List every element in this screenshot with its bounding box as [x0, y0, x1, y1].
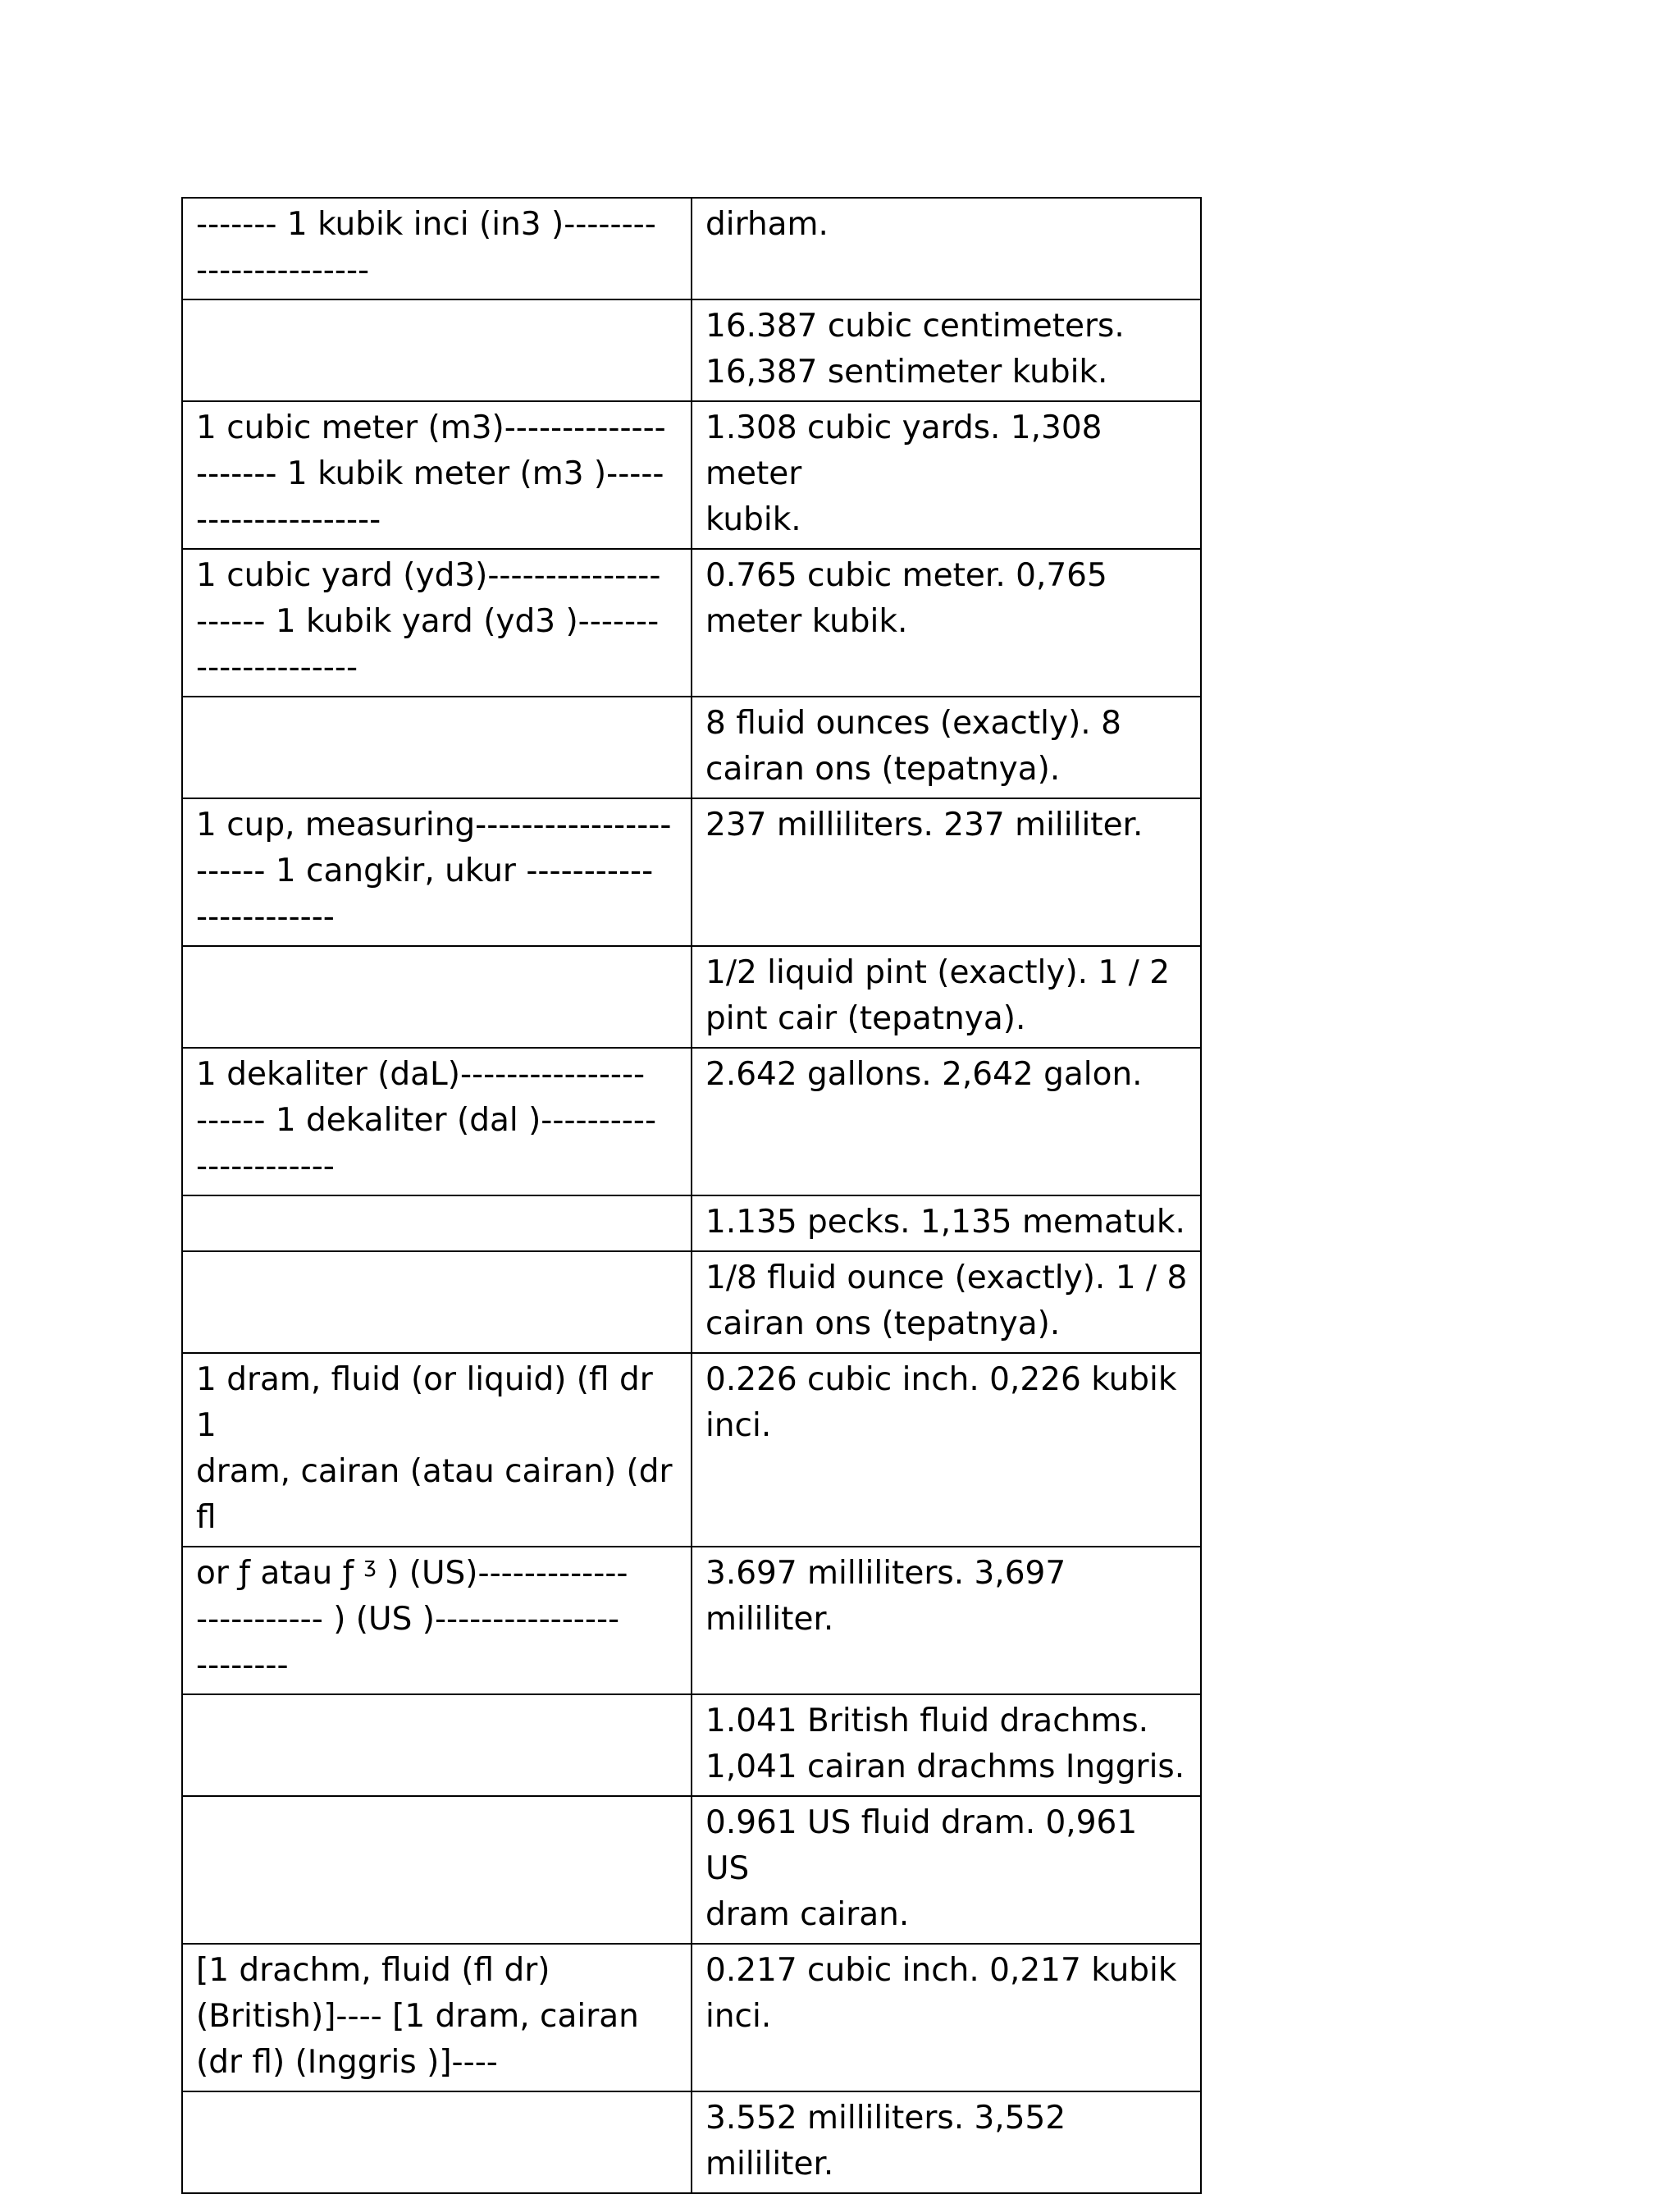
table-cell-right: 1.308 cubic yards. 1,308 meter kubik.	[692, 401, 1201, 549]
table-row	[182, 798, 1201, 946]
table-cell-left	[182, 697, 692, 798]
table-row	[182, 946, 1201, 1048]
table-cell-left	[182, 946, 692, 1048]
table-row	[182, 1694, 1201, 1796]
table-row	[182, 1195, 1201, 1251]
table-row	[182, 1796, 1201, 1944]
table-cell-right: 1/2 liquid pint (exactly). 1 / 2 pint cair (tepatnya).	[692, 946, 1201, 1048]
table-cell-right: 16.387 cubic centimeters. 16,387 sentimeter kubik.	[692, 299, 1201, 401]
table-row	[182, 1944, 1201, 2091]
table-row	[182, 1048, 1201, 1195]
table-row	[182, 549, 1201, 697]
table-cell-right: 0.226 cubic inch. 0,226 kubik inci.	[692, 1353, 1201, 1547]
fluid-dram-text-start: or ƒ atau ƒ	[196, 1555, 364, 1592]
table-cell-right: dirham.	[692, 198, 1201, 299]
table-cell-left: 1 cup, measuring----------------- ------ 1 cangkir, ukur ----------- ------------	[182, 798, 692, 946]
table-cell-left	[182, 1195, 692, 1251]
table-cell-left: ------- 1 kubik inci (in3 )-------- ---------------	[182, 198, 692, 299]
dram-symbol-icon: ʒ	[363, 1553, 377, 1578]
table-cell-right: 0.961 US fluid dram. 0,961 US dram cairan.	[692, 1796, 1201, 1944]
table-cell-right: 237 milliliters. 237 mililiter.	[692, 798, 1201, 946]
table-cell-right: 0.217 cubic inch. 0,217 kubik inci.	[692, 1944, 1201, 2091]
table-cell-left: 1 cubic meter (m3)-------------- ------- 1 kubik meter (m3 )----- ----------------	[182, 401, 692, 549]
table-row	[182, 299, 1201, 401]
table-row	[182, 401, 1201, 549]
table-cell-right: 0.765 cubic meter. 0,765 meter kubik.	[692, 549, 1201, 697]
table-cell-right: 3.552 milliliters. 3,552 mililiter.	[692, 2091, 1201, 2193]
table-row	[182, 2091, 1201, 2193]
table-cell-left: 1 dram, fluid (or liquid) (fl dr 1 dram, cairan (atau cairan) (dr fl	[182, 1353, 692, 1547]
table-cell-left: [1 drachm, fluid (fl dr) (British)]---- [1 dram, cairan (dr fl) (Inggris )]----	[182, 1944, 692, 2091]
table-cell-right: 1/8 fluid ounce (exactly). 1 / 8 cairan ons (tepatnya).	[692, 1251, 1201, 1353]
table-cell-right: 8 fluid ounces (exactly). 8 cairan ons (tepatnya).	[692, 697, 1201, 798]
table-cell-left	[182, 1796, 692, 1944]
table-cell-right: 2.642 gallons. 2,642 galon.	[692, 1048, 1201, 1195]
table-cell-left	[182, 1694, 692, 1796]
fluid-dram-text-end: ) (US)------------- ----------- ) (US )---------------- --------	[196, 1555, 628, 1684]
table-row	[182, 198, 1201, 299]
table-cell-left	[182, 1251, 692, 1353]
table-cell-left	[182, 299, 692, 401]
table-row	[182, 1547, 1201, 1694]
table-cell-left: 1 cubic yard (yd3)--------------- ------ 1 kubik yard (yd3 )------- --------------	[182, 549, 692, 697]
table-cell-left: 1 dekaliter (daL)---------------- ------ 1 dekaliter (dal )---------- ------------	[182, 1048, 692, 1195]
table-row	[182, 1353, 1201, 1547]
table-row	[182, 697, 1201, 798]
table-cell-left	[182, 1547, 692, 1694]
table-cell-right: 1.041 British fluid drachms. 1,041 cairan drachms Inggris.	[692, 1694, 1201, 1796]
table-cell-right: 3.697 milliliters. 3,697 mililiter.	[692, 1547, 1201, 1694]
table-cell-right: 1.135 pecks. 1,135 mematuk.	[692, 1195, 1201, 1251]
table-cell-left	[182, 2091, 692, 2193]
conversion-table	[181, 197, 1202, 2194]
table-row	[182, 1251, 1201, 1353]
